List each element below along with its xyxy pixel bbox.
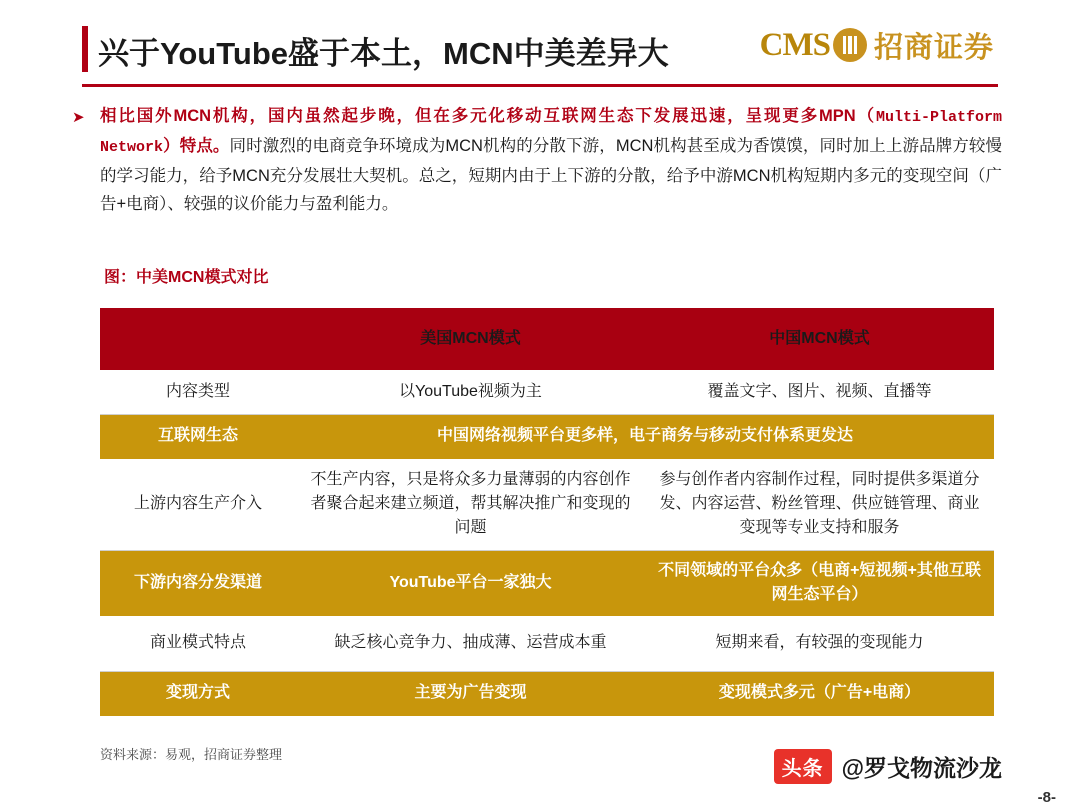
comparison-table: [100, 308, 994, 716]
paragraph-rest: 同时激烈的电商竞争环境成为MCN机构的分散下游，MCN机构甚至成为香馍馍，同时加上上游品牌方较慢的学习能力，给予MCN充分发展壮大契机。总之，短期内由于上下游的分散，给予中游MCN机构短期内多元的变现空间（广告+电商）、较强的议价能力与盈利能力。: [100, 137, 1003, 213]
table-header-row: [100, 308, 994, 370]
table-cell-label: 下游内容分发渠道: [100, 550, 296, 615]
table-row: [100, 550, 994, 615]
figure-caption: 图：中美MCN模式对比: [104, 269, 269, 286]
comparison-table-wrap: [100, 308, 994, 716]
table-header-cell-0: [100, 308, 296, 370]
table-cell-label: 内容类型: [100, 370, 296, 414]
table-cell-cn: 参与创作者内容制作过程，同时提供多渠道分发、内容运营、粉丝管理、供应链管理、商业变现等专业支持和服务: [645, 458, 994, 550]
table-header-cell-2: 中国MCN模式: [645, 308, 994, 370]
table-cell-cn: 不同领域的平台众多（电商+短视频+其他互联网生态平台）: [645, 550, 994, 615]
table-cell-us: YouTube平台一家独大: [296, 550, 645, 615]
table-cell-label: 互联网生态: [100, 414, 296, 458]
table-cell-label: 商业模式特点: [100, 615, 296, 671]
source-note: 资料来源：易观，招商证券整理: [100, 747, 283, 762]
logo-chinese-text: 招商证券: [873, 31, 994, 64]
body-paragraph-block: [72, 102, 1002, 218]
paragraph-highlight-mono: Multi-Platform Network: [100, 109, 1002, 156]
body-paragraph: [100, 102, 1002, 218]
table-cell-us: 不生产内容，只是将众多力量薄弱的内容创作者聚合起来建立频道，帮其解决推广和变现的问题: [296, 458, 645, 550]
table-cell-label: 变现方式: [100, 671, 296, 715]
table-cell-merged: 中国网络视频平台更多样，电子商务与移动支付体系更发达: [296, 414, 994, 458]
watermark: [774, 749, 1002, 784]
company-logo: [760, 22, 994, 68]
table-cell-us: 主要为广告变现: [296, 671, 645, 715]
table-cell-cn: 覆盖文字、图片、视频、直播等: [645, 370, 994, 414]
table-cell-us: 以YouTube视频为主: [296, 370, 645, 414]
slide-header: [0, 0, 1080, 88]
title-accent-bar: [82, 26, 88, 72]
paragraph-highlight-tail: ）特点。: [163, 137, 230, 155]
watermark-account-name: @罗戈物流沙龙: [841, 755, 1002, 781]
table-cell-us: 缺乏核心竞争力、抽成薄、运营成本重: [296, 615, 645, 671]
table-row: [100, 458, 994, 550]
paragraph-highlight-lead: 相比国外MCN机构，国内虽然起步晚，但在多元化移动互联网生态下发展迅速，呈现更多MPN（: [100, 107, 876, 125]
header-divider: [82, 84, 998, 87]
toutiao-badge: 头条: [774, 749, 832, 784]
table-row: [100, 671, 994, 715]
page-title: 兴于YouTube盛于本土，MCN中美差异大: [98, 36, 669, 71]
table-header-cell-1: 美国MCN模式: [296, 308, 645, 370]
table-body: [100, 370, 994, 715]
table-cell-label: 上游内容生产介入: [100, 458, 296, 550]
cms-circle-logo-icon: [833, 28, 867, 62]
bullet-icon: ➤: [72, 109, 85, 126]
table-row: [100, 370, 994, 414]
table-cell-cn: 短期来看，有较强的变现能力: [645, 615, 994, 671]
table-row: [100, 414, 994, 458]
page-number: -8-: [1037, 789, 1056, 806]
table-cell-cn: 变现模式多元（广告+电商）: [645, 671, 994, 715]
table-row: [100, 615, 994, 671]
logo-cms-text: CMS: [759, 26, 830, 63]
